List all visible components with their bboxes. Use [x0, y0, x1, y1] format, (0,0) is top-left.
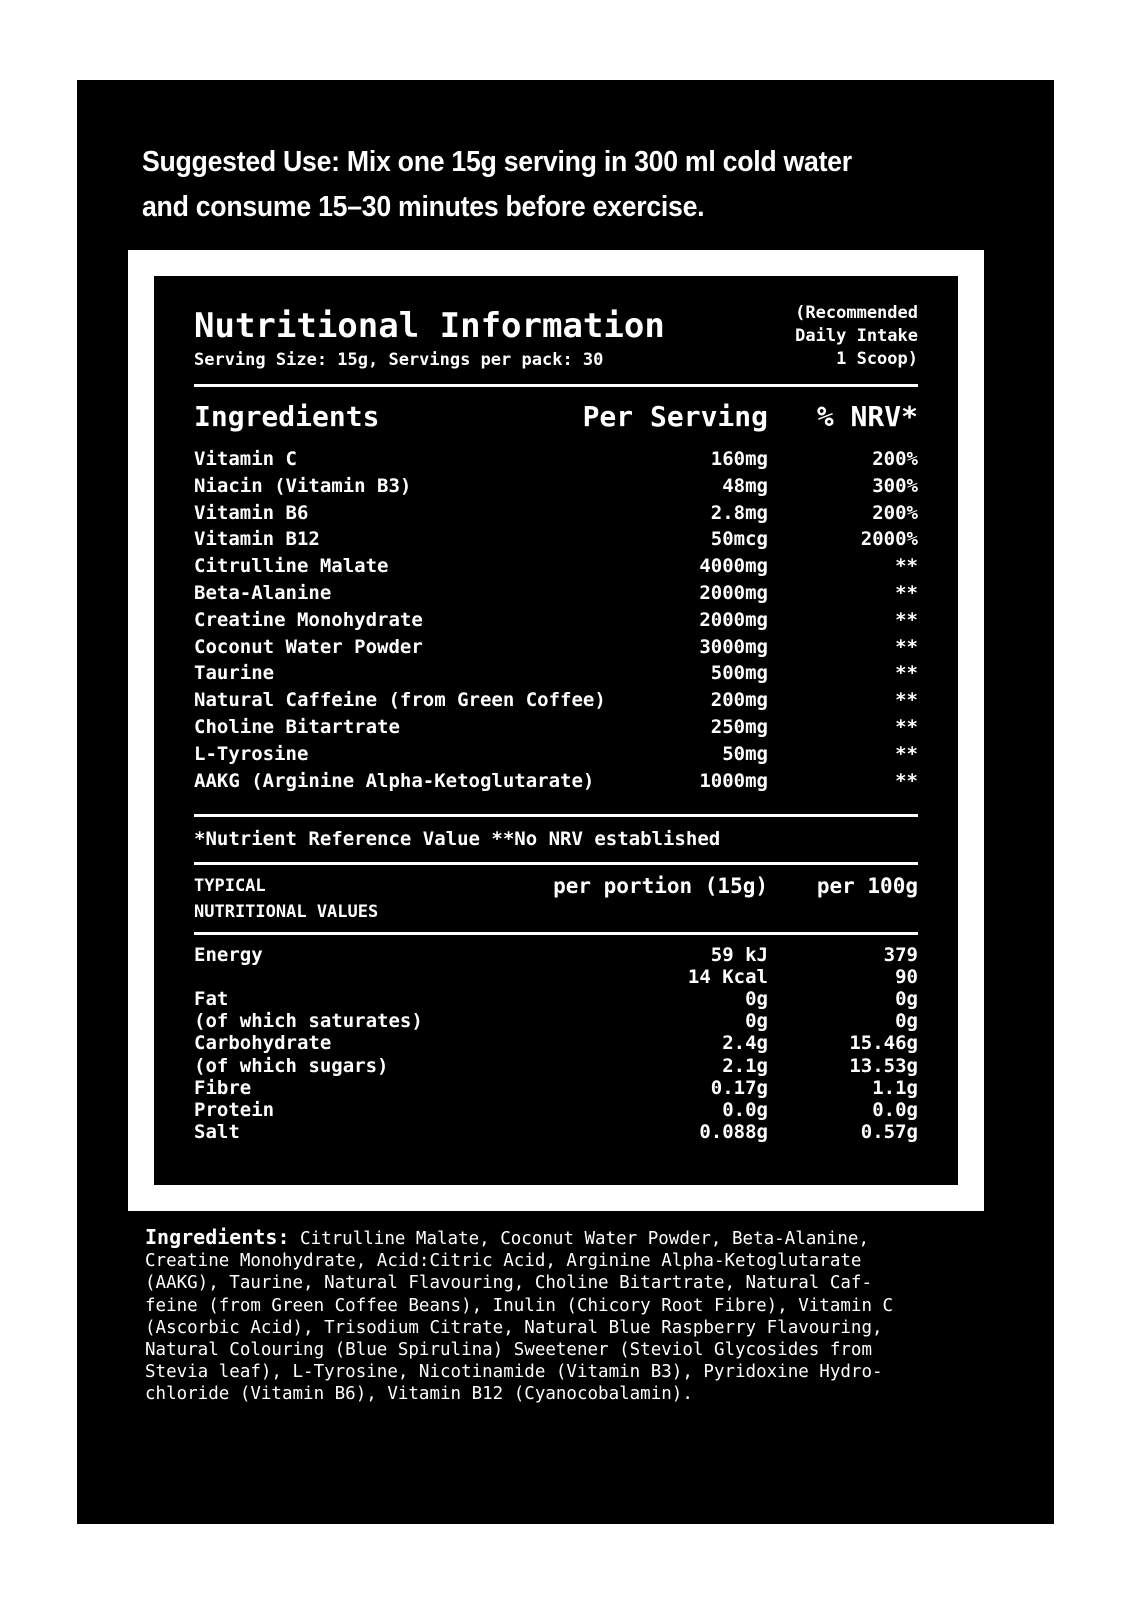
table-row [194, 662, 918, 689]
divider [194, 862, 918, 865]
ingredient-name: Niacin (Vitamin B3) [194, 474, 412, 497]
serving-size: Serving Size: 15g, Servings per pack: 30 [194, 350, 604, 370]
ingredient-name: Beta-Alanine [194, 581, 332, 604]
nutrient-per-portion: 0g [745, 1010, 768, 1033]
ingredient-name: AAKG (Arginine Alpha-Ketoglutarate) [194, 769, 595, 792]
ingredient-nrv: ** [895, 635, 918, 658]
ingredient-nrv: ** [895, 689, 918, 712]
ingredient-nrv: ** [895, 581, 918, 604]
ingredient-name: Vitamin C [194, 448, 297, 470]
ingredients-statement [145, 1226, 985, 1406]
table-row [194, 988, 918, 1010]
nutrient-per-100g: 1.1g [872, 1076, 918, 1099]
ingredients-statement-text: Citrulline Malate, Coconut Water Powder, Beta-Alanine, Creatine Monohydrate, Acid:Citric Acid, Arginine Alpha-Ketoglutarate (AAKG), Taurine, Natural Flavouring, Choline Bitartrate, Natural Caf- feine (from Green Coffee Beans), Inulin (Chicory Root Fibre), Vitamin C (Ascorbic Acid), Trisodium Citrate, Natural Blue Raspberry Flavouring, Natural Colouring (Blue Spirulina) Sweetener (Steviol Glycosides from Stevia leaf), L-Tyrosine, Nicotinamide (Vitamin B3), Pyridoxine Hydro- chloride (Vitamin B6), Vitamin B12 (Cyanocobalamin). [145, 1229, 894, 1405]
nutrient-per-100g: 15.46g [849, 1032, 918, 1055]
nutritional-values-label: NUTRITIONAL VALUES [194, 902, 379, 922]
nutrient-per-portion: 2.1g [722, 1054, 768, 1077]
nutrient-per-portion: 59 kJ [710, 944, 768, 966]
ingredient-nrv: ** [895, 662, 918, 685]
table-row [194, 502, 918, 529]
ingredient-name: Coconut Water Powder [194, 635, 423, 658]
ingredient-amount: 160mg [710, 448, 768, 470]
ingredient-amount: 1000mg [699, 769, 768, 792]
ingredient-amount: 3000mg [699, 635, 768, 658]
nutrient-name: Protein [194, 1098, 275, 1121]
suggested-use-line-1: Suggested Use: Mix one 15g serving in 300 ml cold water [142, 146, 852, 178]
nutrient-name: Salt [194, 1121, 240, 1144]
ingredient-nrv: ** [895, 555, 918, 578]
ingredient-name: Taurine [194, 662, 275, 685]
ingredient-name: Vitamin B12 [194, 528, 320, 551]
nutrient-name: (of which saturates) [194, 1010, 423, 1033]
table-row [194, 1010, 918, 1032]
ingredient-amount: 50mg [722, 742, 768, 765]
nutrient-name: Fat [194, 988, 229, 1010]
nutrient-per-100g: 13.53g [849, 1054, 918, 1077]
ingredient-nrv: ** [895, 769, 918, 792]
ingredient-amount: 4000mg [699, 555, 768, 578]
nutrient-per-100g: 0.0g [872, 1098, 918, 1121]
divider [194, 932, 918, 935]
ingredient-name: Vitamin B6 [194, 501, 309, 524]
ingredient-name: Creatine Monohydrate [194, 608, 423, 631]
ingredient-name: Natural Caffeine (from Green Coffee) [194, 689, 606, 712]
table-row [194, 448, 918, 475]
nutrient-per-100g: 379 [883, 944, 918, 966]
nrv-footnote: *Nutrient Reference Value **No NRV established [194, 828, 721, 850]
divider [194, 814, 918, 817]
table-row [194, 528, 918, 555]
nutrient-per-portion: 0.17g [710, 1076, 768, 1099]
table-row [194, 689, 918, 716]
nutrient-per-100g: 90 [895, 966, 918, 988]
ingredient-nrv: ** [895, 742, 918, 765]
nutrient-name: (of which sugars) [194, 1054, 389, 1077]
ingredient-nrv: 200% [872, 448, 918, 470]
nutrition-label [154, 276, 958, 1185]
table-row [194, 770, 918, 797]
ingredient-nrv: 300% [872, 474, 918, 497]
nutrient-per-100g: 0g [895, 988, 918, 1010]
ingredient-name: Choline Bitartrate [194, 715, 400, 738]
ingredient-amount: 2000mg [699, 608, 768, 631]
ingredient-name: L-Tyrosine [194, 742, 309, 765]
ingredient-nrv: ** [895, 715, 918, 738]
nutrient-per-portion: 0.088g [699, 1121, 768, 1144]
ingredients-table [194, 448, 918, 796]
table-row [194, 743, 918, 770]
recommended-daily-intake: (Recommended Daily Intake 1 Scoop) [795, 303, 918, 369]
ingredient-amount: 50mcg [710, 528, 768, 551]
table-row [194, 609, 918, 636]
nutrition-table [194, 944, 918, 1143]
ingredient-name: Citrulline Malate [194, 555, 389, 578]
nutrient-name: Energy [194, 944, 263, 966]
label-frame [128, 250, 984, 1211]
nutrient-per-100g: 0g [895, 1010, 918, 1033]
table-row [194, 1099, 918, 1121]
table-row [194, 1055, 918, 1077]
nutrient-per-100g: 0.57g [860, 1121, 918, 1144]
table-row [194, 636, 918, 663]
ingredient-amount: 2.8mg [710, 501, 768, 524]
ingredient-nrv: 2000% [860, 528, 918, 551]
table-row [194, 475, 918, 502]
divider [194, 384, 918, 387]
ingredients-statement-label: Ingredients: [145, 1225, 290, 1249]
table-row [194, 944, 918, 966]
label-title: Nutritional Information [194, 306, 665, 346]
per-100g-column-header: per 100g [816, 874, 918, 898]
ingredient-amount: 500mg [710, 662, 768, 685]
ingredient-nrv: ** [895, 608, 918, 631]
nutrient-name: Fibre [194, 1076, 252, 1099]
suggested-use-line-2: and consume 15–30 minutes before exercise. [142, 191, 705, 223]
suggested-use [142, 140, 933, 230]
per-serving-column-header: Per Serving [582, 400, 768, 433]
ingredients-column-header: Ingredients [194, 400, 380, 433]
table-row [194, 1121, 918, 1143]
typical-label: TYPICAL [194, 876, 266, 896]
ingredient-amount: 200mg [710, 689, 768, 712]
nrv-column-header: % NRV* [816, 400, 918, 433]
nutrient-per-portion: 0.0g [722, 1098, 768, 1121]
ingredient-amount: 2000mg [699, 581, 768, 604]
ingredient-amount: 250mg [710, 715, 768, 738]
per-portion-column-header: per portion (15g) [553, 874, 768, 898]
packaging-panel [77, 80, 1054, 1524]
table-row [194, 582, 918, 609]
ingredient-amount: 48mg [722, 474, 768, 497]
table-row [194, 1077, 918, 1099]
nutrient-per-portion: 0g [745, 988, 768, 1010]
nutrient-per-portion: 14 Kcal [687, 966, 768, 988]
table-row [194, 966, 918, 988]
table-row [194, 1032, 918, 1054]
table-row [194, 555, 918, 582]
ingredient-nrv: 200% [872, 501, 918, 524]
nutrient-name: Carbohydrate [194, 1032, 332, 1055]
table-row [194, 716, 918, 743]
nutrient-per-portion: 2.4g [722, 1032, 768, 1055]
